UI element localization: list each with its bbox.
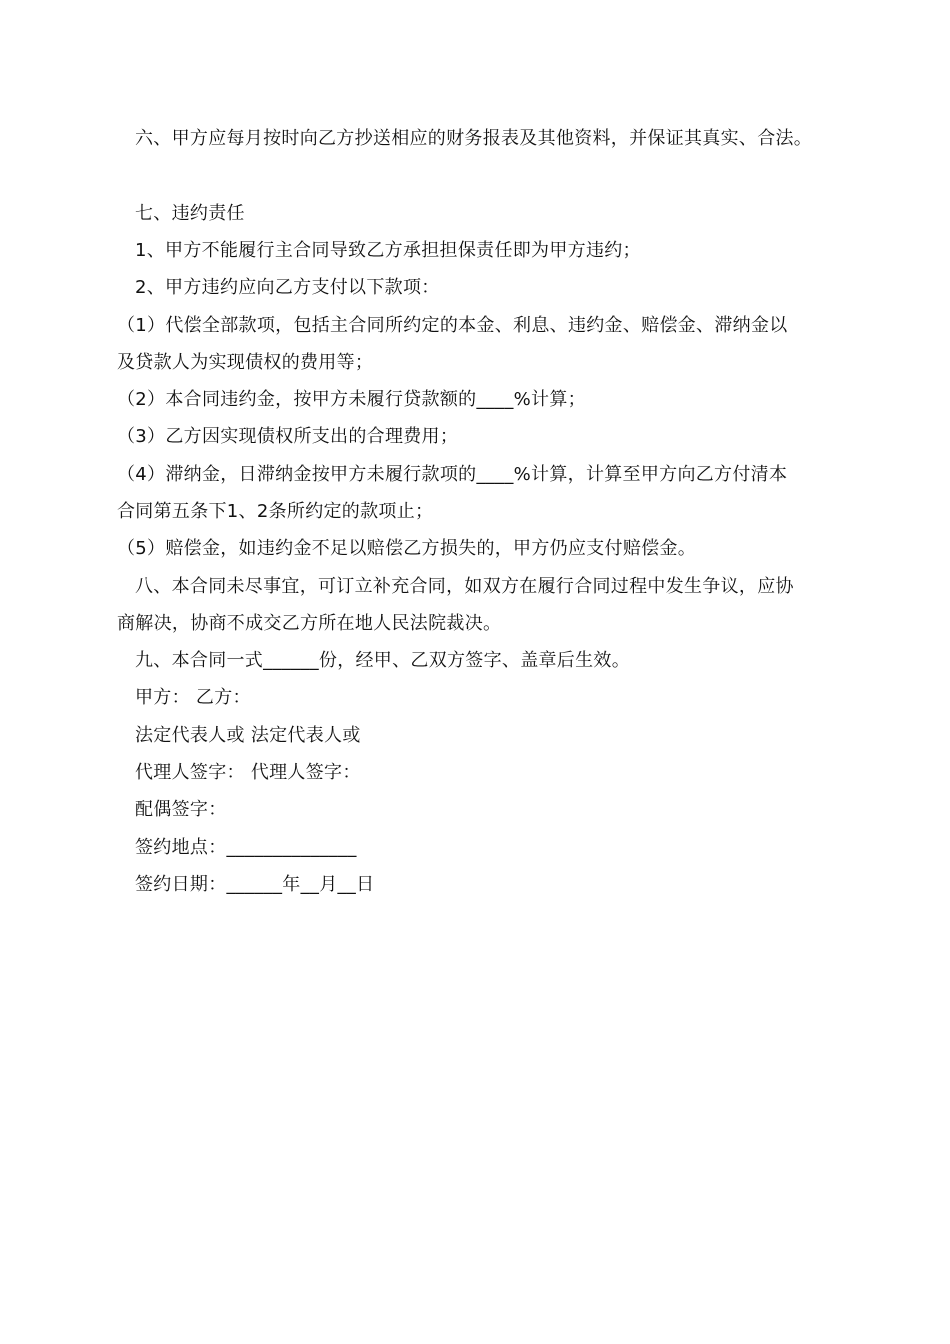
payment-item-3: （3）乙方因实现债权所支出的合理费用； <box>117 426 459 447</box>
payment-item-1-line-2: 及贷款人为实现债权的费用等； <box>117 352 374 373</box>
clause-8-line-1: 八、本合同未尽事宜，可订立补充合同，如双方在履行合同过程中发生争议，应协 <box>135 576 794 597</box>
agent-signature-labels: 代理人签字： 代理人签字： <box>135 762 361 783</box>
signing-date: 签约日期：______年__月__日 <box>135 874 375 895</box>
clause-9: 九、本合同一式______份，经甲、乙双方签字、盖章后生效。 <box>135 650 630 671</box>
payment-item-5: （5）赔偿金，如违约金不足以赔偿乙方损失的，甲方仍应支付赔偿金。 <box>117 538 697 559</box>
payment-item-2: （2）本合同违约金，按甲方未履行贷款额的____%计算； <box>117 389 586 410</box>
payment-item-4-line-1: （4）滞纳金，日滞纳金按甲方未履行款项的____%计算，计算至甲方向乙方付清本 <box>117 464 788 485</box>
spouse-signature-label: 配偶签字： <box>135 799 227 820</box>
payment-item-1-line-1: （1）代偿全部款项，包括主合同所约定的本金、利息、违约金、赔偿金、滞纳金以 <box>117 315 788 336</box>
legal-representative-labels: 法定代表人或 法定代表人或 <box>135 725 361 746</box>
party-labels: 甲方： 乙方： <box>135 687 251 708</box>
payment-item-4-line-2: 合同第五条下1、2条所约定的款项止； <box>117 501 434 522</box>
breach-item-1: 1、甲方不能履行主合同导致乙方承担担保责任即为甲方违约； <box>135 240 641 261</box>
section-heading-breach: 七、违约责任 <box>135 203 245 224</box>
clause-8-line-2: 商解决，协商不成交乙方所在地人民法院裁决。 <box>117 613 502 634</box>
clause-6: 六、甲方应每月按时向乙方抄送相应的财务报表及其他资料，并保证其真实、合法。 <box>135 128 813 149</box>
signing-place: 签约地点：______________ <box>135 837 357 858</box>
breach-item-2: 2、甲方违约应向乙方支付以下款项： <box>135 277 440 298</box>
